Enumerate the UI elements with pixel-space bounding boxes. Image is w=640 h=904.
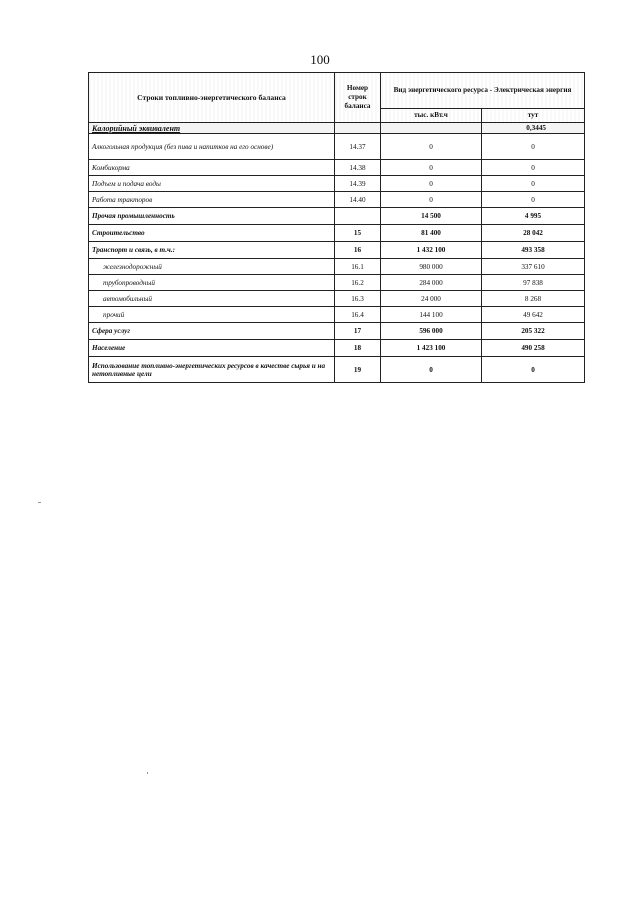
row-name: Сфера услуг bbox=[89, 323, 335, 340]
row-name: Строительство bbox=[89, 225, 335, 242]
row-value-tut: 0 bbox=[482, 357, 585, 383]
row-value-kwh: 596 000 bbox=[381, 323, 482, 340]
row-number: 14.37 bbox=[335, 134, 381, 160]
table-row bbox=[89, 160, 585, 176]
row-value-kwh: 81 400 bbox=[381, 225, 482, 242]
row-name: прочий bbox=[89, 307, 335, 323]
row-value-tut: 97 838 bbox=[482, 275, 585, 291]
row-value-tut: 8 268 bbox=[482, 291, 585, 307]
row-name: Использование топливно-энергетических ресурсов в качестве сырья и на нетопливные цели bbox=[89, 357, 335, 383]
row-number bbox=[335, 208, 381, 225]
row-number: 16.1 bbox=[335, 259, 381, 275]
row-name: Подъем и подача воды bbox=[89, 176, 335, 192]
row-value-kwh: 0 bbox=[381, 176, 482, 192]
row-value-tut: 0 bbox=[482, 192, 585, 208]
header-row-number: Номер строк баланса bbox=[335, 73, 381, 123]
row-value-kwh: 24 000 bbox=[381, 291, 482, 307]
row-number: 14.38 bbox=[335, 160, 381, 176]
calorie-equivalent-empty bbox=[381, 123, 482, 134]
table-row bbox=[89, 208, 585, 225]
row-value-tut: 4 995 bbox=[482, 208, 585, 225]
table-row bbox=[89, 225, 585, 242]
calorie-equivalent-label: Калорийный эквивалент bbox=[89, 123, 335, 134]
row-value-tut: 337 610 bbox=[482, 259, 585, 275]
row-value-tut: 0 bbox=[482, 134, 585, 160]
row-value-kwh: 0 bbox=[381, 357, 482, 383]
row-value-tut: 490 258 bbox=[482, 340, 585, 357]
row-value-kwh: 0 bbox=[381, 134, 482, 160]
page-number: 100 bbox=[310, 52, 330, 67]
table-row bbox=[89, 357, 585, 383]
scan-speck bbox=[38, 502, 41, 503]
row-value-kwh: 1 423 100 bbox=[381, 340, 482, 357]
table-row bbox=[89, 176, 585, 192]
calorie-equivalent-empty bbox=[335, 123, 381, 134]
row-name: Работа тракторов bbox=[89, 192, 335, 208]
row-number: 16 bbox=[335, 242, 381, 259]
header-resource-type: Вид энергетического ресурса - Электрическая энергия bbox=[381, 73, 585, 109]
scan-speck bbox=[147, 772, 148, 774]
header-unit-tut: тут bbox=[482, 109, 585, 123]
table-row bbox=[89, 134, 585, 160]
row-value-kwh: 284 000 bbox=[381, 275, 482, 291]
row-value-kwh: 144 100 bbox=[381, 307, 482, 323]
row-name: Население bbox=[89, 340, 335, 357]
row-name: железнодорожный bbox=[89, 259, 335, 275]
table-row bbox=[89, 192, 585, 208]
row-number: 16.4 bbox=[335, 307, 381, 323]
row-number: 17 bbox=[335, 323, 381, 340]
row-value-kwh: 980 000 bbox=[381, 259, 482, 275]
row-name: Алкогольная продукция (без пива и напитков на его основе) bbox=[89, 134, 335, 160]
table-row bbox=[89, 259, 585, 275]
row-value-kwh: 1 432 100 bbox=[381, 242, 482, 259]
row-name: трубопроводный bbox=[89, 275, 335, 291]
row-value-tut: 205 322 bbox=[482, 323, 585, 340]
row-name: Транспорт и связь, в т.ч.: bbox=[89, 242, 335, 259]
row-name: Прочая промышленность bbox=[89, 208, 335, 225]
row-value-kwh: 14 500 bbox=[381, 208, 482, 225]
row-value-tut: 0 bbox=[482, 160, 585, 176]
row-value-tut: 49 642 bbox=[482, 307, 585, 323]
table-row bbox=[89, 275, 585, 291]
row-number: 14.40 bbox=[335, 192, 381, 208]
header-unit-kwh: тыс. кВт.ч bbox=[381, 109, 482, 123]
row-name: Комбикорма bbox=[89, 160, 335, 176]
calorie-equivalent-value: 0,3445 bbox=[482, 123, 585, 134]
row-number: 18 bbox=[335, 340, 381, 357]
row-value-tut: 28 042 bbox=[482, 225, 585, 242]
row-number: 16.3 bbox=[335, 291, 381, 307]
row-value-tut: 0 bbox=[482, 176, 585, 192]
table-row bbox=[89, 323, 585, 340]
row-number: 19 bbox=[335, 357, 381, 383]
table-row bbox=[89, 307, 585, 323]
header-row-names: Строки топливно-энергетического баланса bbox=[89, 73, 335, 123]
energy-balance-table bbox=[88, 72, 585, 383]
table-row bbox=[89, 340, 585, 357]
row-name: автомобильный bbox=[89, 291, 335, 307]
row-value-tut: 493 358 bbox=[482, 242, 585, 259]
table-row bbox=[89, 291, 585, 307]
row-number: 15 bbox=[335, 225, 381, 242]
table-row bbox=[89, 242, 585, 259]
row-number: 14.39 bbox=[335, 176, 381, 192]
row-number: 16.2 bbox=[335, 275, 381, 291]
row-value-kwh: 0 bbox=[381, 160, 482, 176]
row-value-kwh: 0 bbox=[381, 192, 482, 208]
